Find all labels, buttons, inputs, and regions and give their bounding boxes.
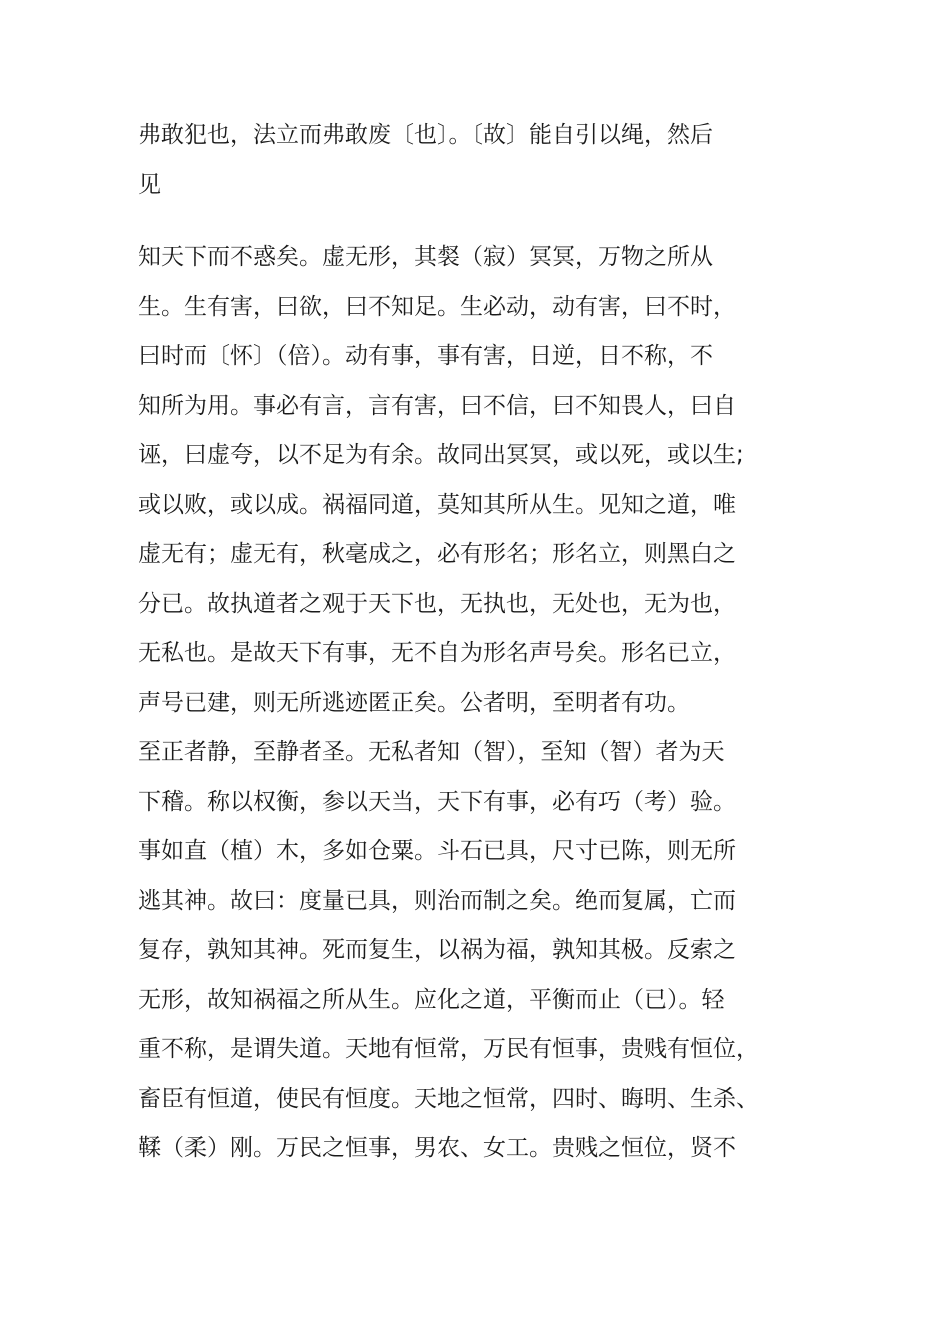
text-line: 重不称，是谓失道。天地有恒常，万民有恒事，贵贱有恒位， [138,1036,759,1062]
text-line: 逃其神。故曰：度量已具，则治而制之矣。绝而复属，亡而 [138,887,736,914]
text-line: 虚无有；虚无有，秋毫成之，必有形名；形名立，则黑白之 [138,541,736,567]
paragraph-2 [138,233,818,1174]
text-line: 曰时而〔怀〕（倍）。动有事，事有害，日逆，日不称，不 [138,343,713,369]
text-line: 生。生有害，曰欲，曰不知足。生必动，动有害，曰不时， [138,293,736,320]
text-line: 事如直（植）木，多如仓粟。斗石已具，尺寸已陈，则无所 [138,838,736,864]
text-line: 鞣（柔）刚。万民之恒事，男农、女工。贵贱之恒位，贤不 [138,1135,736,1161]
text-line: 诬，曰虚夸，以不足为有余。故同出冥冥，或以死，或以生; [138,442,744,468]
text-line: 至正者静，至静者圣。无私者知（智），至知（智）者为天 [138,739,725,765]
text-line: 见 [138,171,161,198]
text-line: 畜臣有恒道，使民有恒度。天地之恒常，四时、晦明、生杀、 [138,1085,759,1112]
paragraph-1 [138,111,818,210]
text-line: 或以败，或以成。祸福同道，莫知其所从生。见知之道，唯 [138,491,736,518]
text-line: 知天下而不惑矣。虚无形，其裻（寂）冥冥，万物之所从 [138,244,713,270]
text-line: 分已。故执道者之观于天下也，无执也，无处也，无为也， [138,590,736,617]
text-line: 下稽。称以权衡，参以天当，天下有事，必有巧（考）验。 [138,788,736,815]
text-line: 知所为用。事必有言，言有害，曰不信，曰不知畏人，曰自 [138,392,736,419]
text-line: 无形，故知祸福之所从生。应化之道，平衡而止（已）。轻 [138,986,725,1013]
text-line: 无私也。是故天下有事，无不自为形名声号矣。形名已立， [138,640,736,666]
text-line: 声号已建，则无所逃迹匿正矣。公者明，至明者有功。 [138,689,690,716]
text-line: 弗敢犯也，法立而弗敢废〔也〕。〔故〕能自引以绳，然后 [138,122,713,148]
text-line: 复存，孰知其神。死而复生，以祸为福，孰知其极。反索之 [138,937,736,963]
